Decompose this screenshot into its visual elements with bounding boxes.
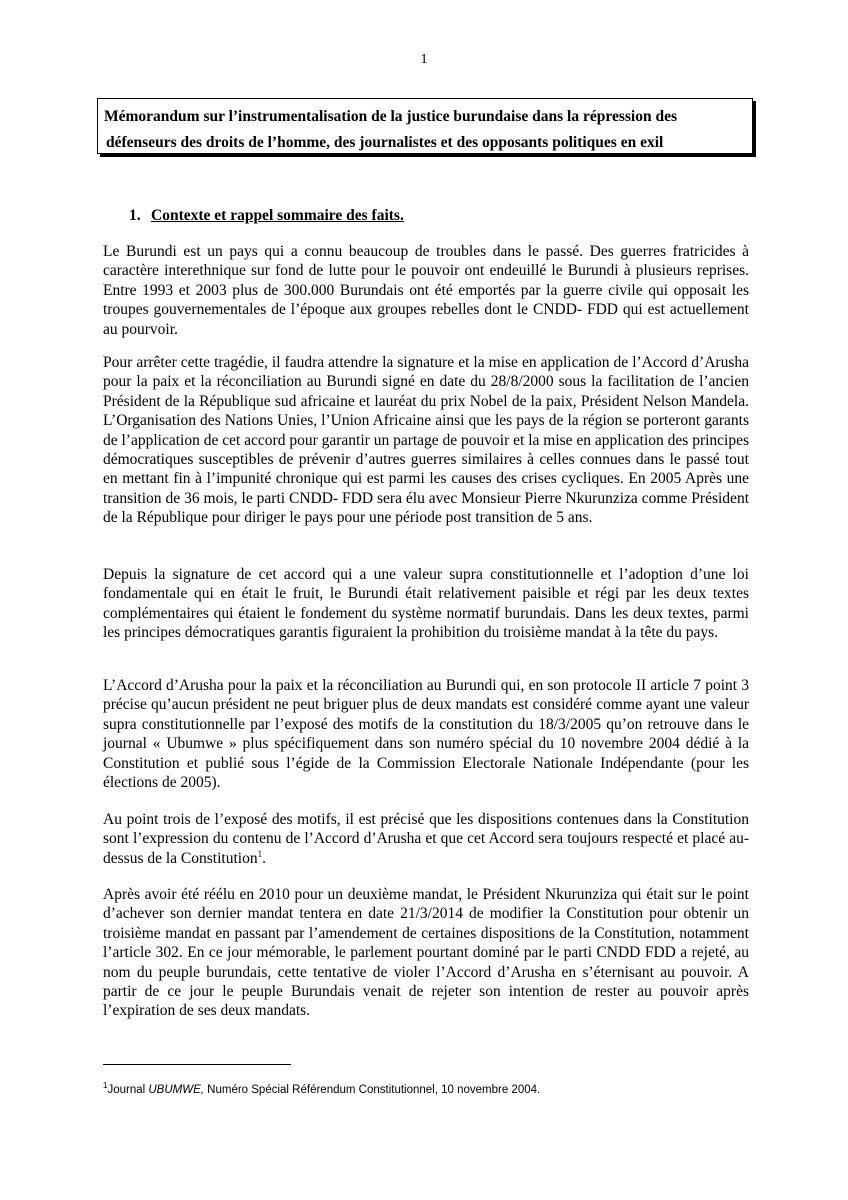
paragraph-text: L’Accord d’Arusha pour la paix et la réconciliation au Burundi qui, en son protocole II article 7 point 3 précise qu’aucun président ne peut briguer plus de deux mandats est considéré comme ayant une valeur supra constitutionnelle par l’exposé des motifs de la constitution du 18/3/2005 qu’on retrouve dans le journal « Ubumwe » plus spécifiquement dans son numéro spécial du 10 novembre 2004 dédié à la Constitution et publié sous l’égide de la Commission Electorale Nationale Indépendante (pour les élections de 2005).: [103, 677, 749, 792]
paragraph-text: Pour arrêter cette tragédie, il faudra attendre la signature et la mise en application de l’Accord d’Arusha pour la paix et la réconciliation au Burundi signé en date du 28/8/2000 sous la facilitation de l’ancien Président de la République sud africaine et lauréat du prix Nobel de la paix, Président Nelson Mandela. L’Organisation des Nations Unies, l’Union Africaine ainsi que les pays de la région se porteront garants de l’application de cet accord pour garantir un partage de pouvoir et la mise en application des principes démocratiques susceptibles de prévenir d’autres guerres similaires à celles connues dans le passé tout en mettant fin à l’impunité chronique qui est parmi les causes des crises cycliques. En 2005 Après une transition de 36 mois, le parti CNDD- FDD sera élu avec Monsieur Pierre Nkurunziza comme Président de la République pour diriger le pays pour une période post transition de 5 ans.: [103, 354, 750, 527]
footnote-rest: Numéro Spécial Référendum Constitutionnel, 10 novembre 2004.: [203, 1084, 541, 1096]
footnote-marker: 1: [103, 1081, 108, 1091]
title-line-1: Mémorandum sur l’instrumentalisation de la justice burundaise dans la répression des: [104, 108, 677, 125]
footnote-prefix: Journal: [107, 1084, 149, 1096]
paragraph-6: [103, 885, 749, 1021]
section-heading: [129, 207, 404, 225]
document-title-box: [97, 98, 753, 154]
footnote-reference[interactable]: 1: [257, 848, 263, 859]
paragraph-text: [103, 810, 749, 868]
paragraph-5: [103, 810, 749, 868]
title-line-2: défenseurs des droits de l’homme, des journalistes et des opposants politiques en exil: [106, 134, 664, 151]
page-number: 1: [420, 52, 428, 67]
paragraph-1: [103, 242, 749, 339]
paragraph-text: Depuis la signature de cet accord qui a une valeur supra constitutionnelle et l’adoption d’une loi fondamentale qui en était le fruit, le Burundi était relativement paisible et régi par les deux textes complémentaires qui étaient le fondement du système normatif burundais. Dans les deux textes, parmi les principes démocratiques garantis figuraient la prohibition du troisième mandat à la tête du pays.: [103, 566, 749, 642]
footnote-journal: UBUMWE,: [148, 1084, 204, 1096]
footnote: [103, 1083, 749, 1097]
paragraph-5-period: .: [262, 849, 266, 867]
section-title: Contexte et rappel sommaire des faits.: [151, 207, 404, 224]
paragraph-text: Après avoir été réélu en 2010 pour un deuxième mandat, le Président Nkurunziza qui était sur le point d’achever son dernier mandat tentera en date 21/3/2014 de modifier la Constitution pour obtenir un troisième mandat en passant par l’amendement de certaines dispositions de la Constitution, notamment l’article 302. En ce jour mémorable, le parlement pourtant dominé par le parti CNDD FDD a rejeté, au nom du peuple burundais, cette tentative de violer l’Accord d’Arusha en s’éternisant au pouvoir. A partir de ce jour le peuple Burundais venait de rejeter son intention de rester au pouvoir après l’expiration de ses deux mandats.: [103, 886, 749, 1020]
paragraph-5-text: Au point trois de l’exposé des motifs, il est précisé que les dispositions contenues dans la Constitution sont l’expression du contenu de l’Accord d’Arusha et que cet Accord sera toujours respecté et placé au-dessus de la Constitution: [103, 811, 749, 867]
paragraph-2: [103, 353, 749, 528]
footnote-separator: [103, 1064, 291, 1065]
paragraph-text: Le Burundi est un pays qui a connu beaucoup de troubles dans le passé. Des guerres fratricides à caractère interethnique sur fond de lutte pour le pouvoir ont endeuillé le Burundi à plusieurs reprises. Entre 1993 et 2003 plus de 300.000 Burundais ont été emportés par la guerre civile qui opposait les troupes gouvernementales de l’époque aux groupes rebelles dont le CNDD- FDD qui est actuellement au pourvoir.: [103, 243, 749, 338]
section-number: 1.: [129, 207, 141, 224]
paragraph-3: [103, 565, 749, 643]
paragraph-4: [103, 676, 749, 792]
